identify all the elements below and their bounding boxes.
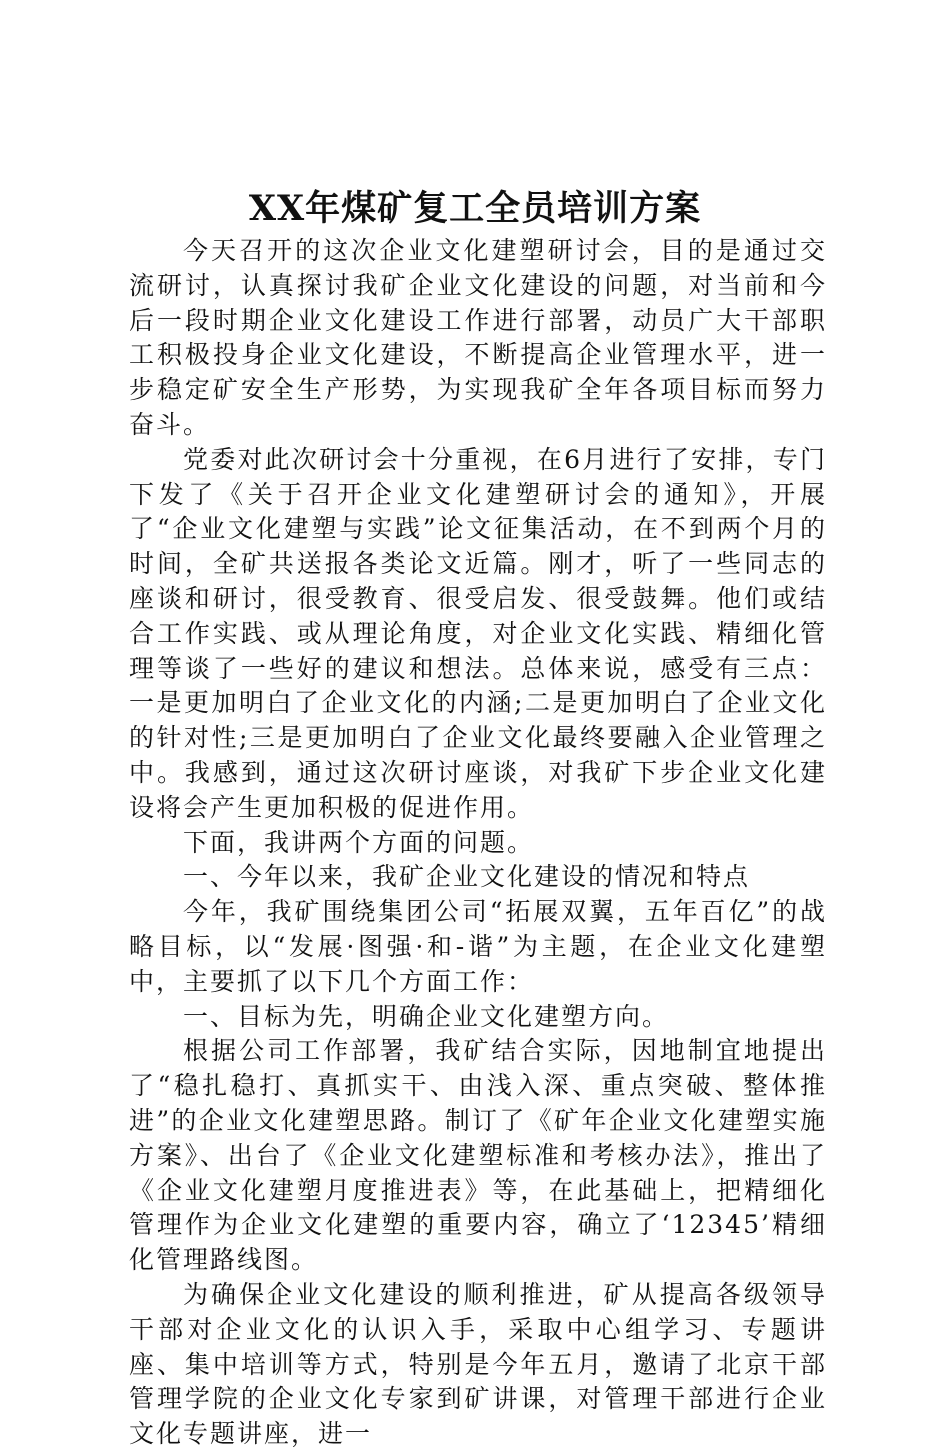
paragraph-4: 今年，我矿围绕集团公司“拓展双翼，五年百亿”的战略目标，以“发展·图强·和-谐”为主题，在企业文化建塑中，主要抓了以下几个方面工作： <box>129 897 827 996</box>
paragraph-3: 下面，我讲两个方面的问题。 <box>183 827 535 857</box>
document-title: XX年煤矿复工全员培训方案 <box>248 188 702 229</box>
paragraph-1: 今天召开的这次企业文化建塑研讨会，目的是通过交流研讨，认真探讨我矿企业文化建设的问题，对当前和今后一段时期企业文化建设工作进行部署，动员广大干部职工积极投身企业文化建设，不断提高企业管理水平，进一步稳定矿安全生产形势，为实现我矿全年各项目标而努力奋斗。 <box>129 236 827 439</box>
paragraph-6: 为确保企业文化建设的顺利推进，矿从提高各级领导干部对企业文化的认识入手，采取中心组学习、专题讲座、集中培训等方式，特别是今年五月，邀请了北京干部管理学院的企业文化专家到矿讲课，对管理干部进行企业文化专题讲座，进一 <box>129 1279 827 1449</box>
paragraph-5: 根据公司工作部署，我矿结合实际，因地制宜地提出了“稳扎稳打、真抓实干、由浅入深、重点突破、整体推进”的企业文化建塑思路。制订了《矿年企业文化建塑实施方案》、出台了《企业文化建塑标准和考核办法》，推出了《企业文化建塑月度推进表》等，在此基础上，把精细化管理作为企业文化建塑的重要内容，确立了‘12345’精细化管理路线图。 <box>129 1036 827 1275</box>
subsection-heading-1: 一、目标为先，明确企业文化建塑方向。 <box>183 1001 670 1031</box>
paragraph-2: 党委对此次研讨会十分重视，在6月进行了安排，专门下发了《关于召开企业文化建塑研讨会的通知》，开展了“企业文化建塑与实践”论文征集活动，在不到两个月的时间，全矿共送报各类论文近篇。刚才，听了一些同志的座谈和研讨，很受教育、很受启发、很受鼓舞。他们或结合工作实践、或从理论角度，对企业文化实践、精细化管理等谈了一些好的建议和想法。总体来说，感受有三点：一是更加明白了企业文化的内涵;二是更加明白了企业文化的针对性;三是更加明白了企业文化最终要融入企业管理之中。我感到，通过这次研讨座谈，对我矿下步企业文化建设将会产生更加积极的促进作用。 <box>129 444 827 822</box>
section-heading-1: 一、今年以来，我矿企业文化建设的情况和特点 <box>183 862 751 892</box>
document-body <box>129 234 827 1452</box>
